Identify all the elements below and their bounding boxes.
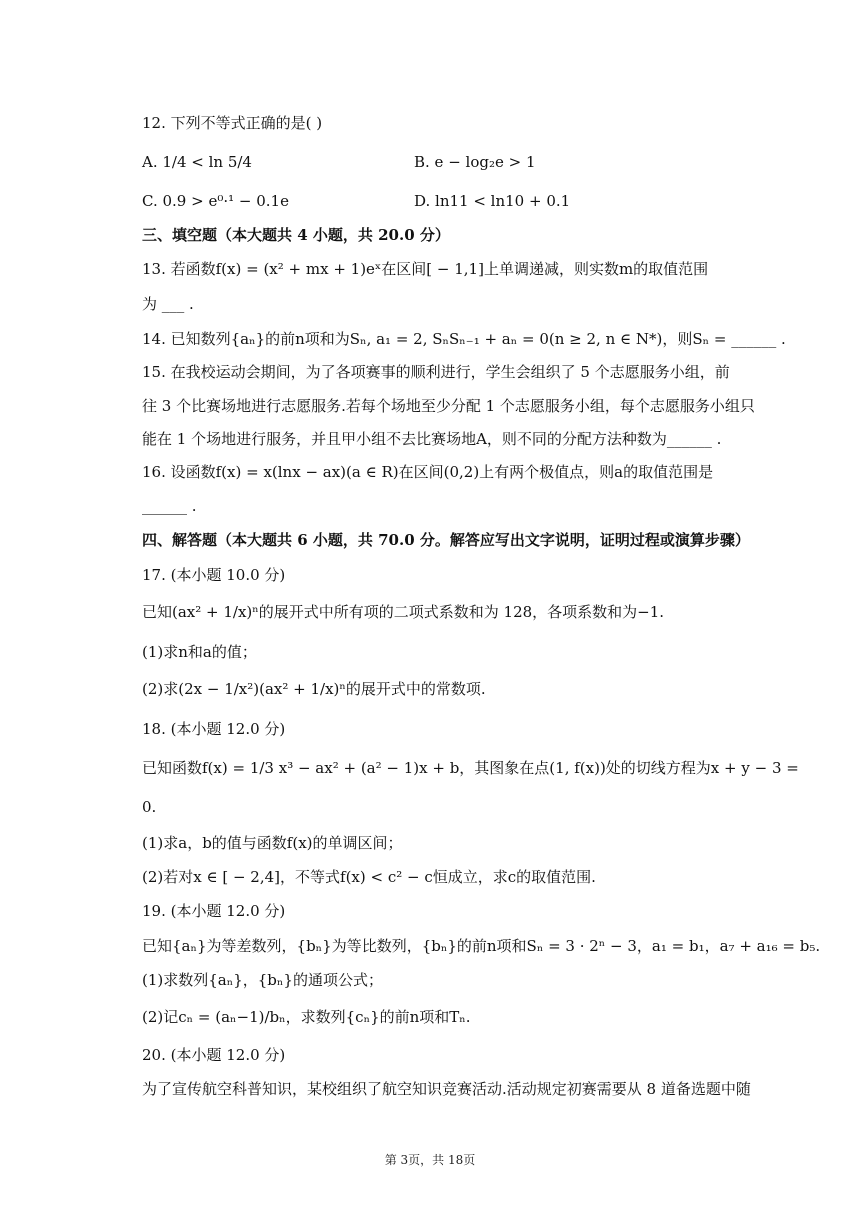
section-4-heading: 四、解答题（本大题共 6 小题，共 70.0 分。解答应写出文字说明，证明过程或演算步骤） xyxy=(142,531,750,549)
question-15-line-2: 往 3 个比赛场地进行志愿服务.若每个场地至少分配 1 个志愿服务小组，每个志愿服务小组只 xyxy=(142,397,755,415)
question-17-stem: 已知(ax² + 1/x)ⁿ的展开式中所有项的二项式系数和为 128，各项系数和为−1. xyxy=(142,603,665,621)
question-15-line-3: 能在 1 个场地进行服务，并且甲小组不去比赛场地A，则不同的分配方法种数为______ . xyxy=(142,430,722,448)
question-16-line-1: 16. 设函数f(x) = x(lnx − ax)(a ∈ R)在区间(0,2)上有两个极值点，则a的取值范围是 xyxy=(142,463,714,481)
question-17-part-2: (2)求(2x − 1/x²)(ax² + 1/x)ⁿ的展开式中的常数项. xyxy=(142,680,486,698)
question-19-stem: 已知{aₙ}为等差数列，{bₙ}为等比数列，{bₙ}的前n项和Sₙ = 3 · 2ⁿ − 3，a₁ = b₁，a₇ + a₁₆ = b₅. xyxy=(142,937,821,955)
question-12-option-a: A. 1/4 < ln 5/4 xyxy=(142,153,252,171)
question-19-part-1: (1)求数列{aₙ}，{bₙ}的通项公式； xyxy=(142,971,383,989)
question-12-stem: 12. 下列不等式正确的是( ) xyxy=(142,114,323,132)
question-13-line-2: 为 ___ . xyxy=(142,295,194,313)
question-20-header: 20. (本小题 12.0 分) xyxy=(142,1046,286,1064)
page-footer: 第 3页，共 18页 xyxy=(384,1153,476,1167)
question-17-header: 17. (本小题 10.0 分) xyxy=(142,566,286,584)
question-16-line-2: ______ . xyxy=(142,497,197,515)
question-12-option-b: B. e − log₂e > 1 xyxy=(414,153,536,171)
question-14: 14. 已知数列{aₙ}的前n项和为Sₙ, a₁ = 2, SₙSₙ₋₁ + aₙ = 0(n ≥ 2, n ∈ N*)，则Sₙ = ______ . xyxy=(142,330,786,348)
question-20-stem: 为了宣传航空科普知识，某校组织了航空知识竞赛活动.活动规定初赛需要从 8 道备选题中随 xyxy=(142,1080,751,1098)
question-17-part-1: (1)求n和a的值； xyxy=(142,643,257,661)
question-19-header: 19. (本小题 12.0 分) xyxy=(142,902,286,920)
question-12-option-c: C. 0.9 > e⁰·¹ − 0.1e xyxy=(142,192,289,210)
question-19-part-2: (2)记cₙ = (aₙ−1)/bₙ，求数列{cₙ}的前n项和Tₙ. xyxy=(142,1008,471,1026)
section-3-heading: 三、填空题（本大题共 4 小题，共 20.0 分） xyxy=(142,226,450,244)
question-12-option-d: D. ln11 < ln10 + 0.1 xyxy=(414,192,571,210)
question-18-header: 18. (本小题 12.0 分) xyxy=(142,720,286,738)
question-15-line-1: 15. 在我校运动会期间，为了各项赛事的顺利进行，学生会组织了 5 个志愿服务小组，前 xyxy=(142,363,730,381)
question-13-line-1: 13. 若函数f(x) = (x² + mx + 1)eˣ在区间[ − 1,1]上单调递减，则实数m的取值范围 xyxy=(142,260,709,278)
question-18-stem-line-2: 0. xyxy=(142,798,157,816)
question-18-part-1: (1)求a，b的值与函数f(x)的单调区间； xyxy=(142,834,403,852)
question-18-stem-line-1: 已知函数f(x) = 1/3 x³ − ax² + (a² − 1)x + b，其图象在点(1, f(x))处的切线方程为x + y − 3 = xyxy=(142,759,799,777)
question-18-part-2: (2)若对x ∈ [ − 2,4]，不等式f(x) < c² − c恒成立，求c的取值范围. xyxy=(142,868,596,886)
